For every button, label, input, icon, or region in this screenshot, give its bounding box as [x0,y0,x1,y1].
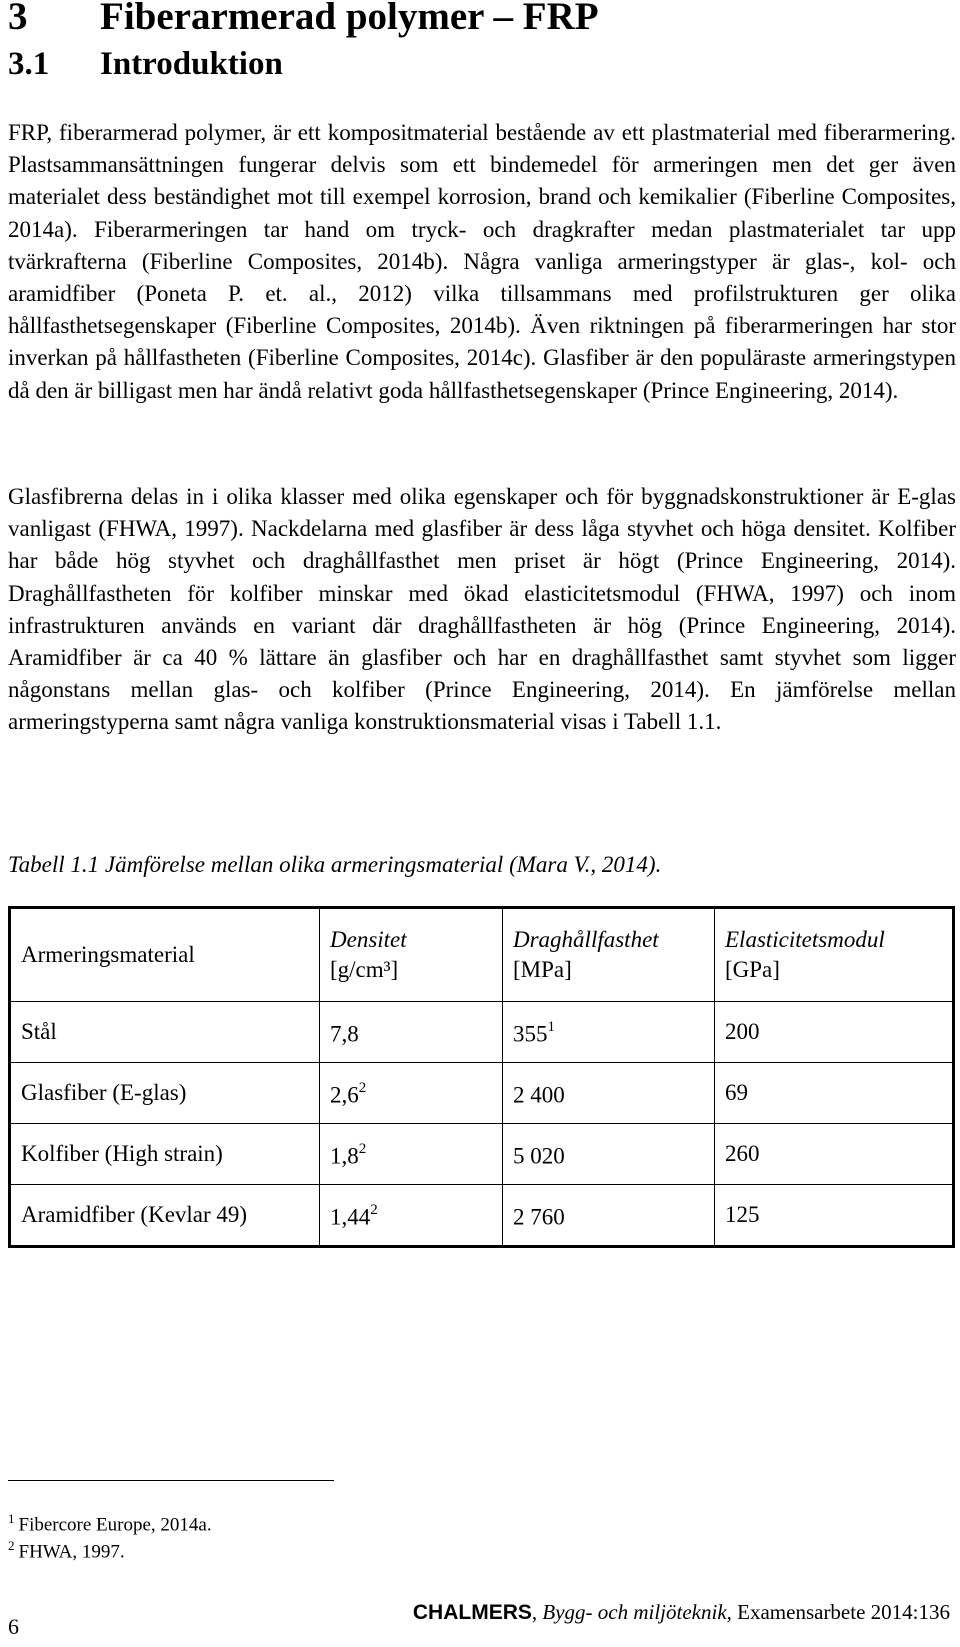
cell-material: Glasfiber (E-glas) [10,1063,320,1124]
header-density-unit: [g/cm³] [330,957,399,982]
cell-tensile [503,1002,715,1063]
table-row [10,1002,954,1063]
cell-tensile [503,1063,715,1124]
paragraph-intro: FRP, fiberarmerad polymer, är ett kompositmaterial bestående av ett plastmaterial med fiberarmering. Plastsammansättningen fungerar delvis som ett bindemedel för armeringen men det ger även materialet dess beständighet mot till exempel korrosion, brand och kemikalier (Fiberline Composites, 2014a). Fiberarmeringen tar hand om tryck- och dragkrafter medan plastmaterialet tar upp tvärkrafterna (Fiberline Composites, 2014b). Några vanliga armeringstyper är glas-, kol- och aramidfiber (Poneta P. et. al., 2012) vilka tillsammans med profilstrukturen ger olika hållfasthetsegenskaper (Fiberline Composites, 2014b). Även riktningen på fiberarmeringen har stor inverkan på hållfastheten (Fiberline Composites, 2014c). Glasfiber är den populäraste armeringstypen då den är billigast men har ändå relativt goda hållfasthetsegenskaper (Prince Engineering, 2014). [8,120,956,403]
section-heading [8,46,283,83]
paragraph-fiber-types: Glasfibrerna delas in i olika klasser med olika egenskaper och för byggnadskonstruktioner är E-glas vanligast (FHWA, 1997). Nackdelarna med glasfiber är dess låga styvhet och höga densitet. Kolfiber har både hög styvhet och draghållfasthet men priset är högt (Prince Engineering, 2014). Draghållfastheten för kolfiber minskar med ökad elasticitetsmodul (FHWA, 1997) och inom infrastrukturen används en variant där draghållfastheten är hög (Prince Engineering, 2014). Aramidfiber är ca 40 % lättare än glasfiber och har en draghållfasthet samt styvhet som ligger någonstans mellan glas- och kolfiber (Prince Engineering, 2014). En jämförelse mellan armeringstyperna samt några vanliga konstruktionsmaterial visas i Tabell 1.1. [8,484,956,735]
chapter-number: 3 [8,0,28,38]
chapter-heading [8,0,599,39]
page-number: 6 [8,1614,19,1639]
header-modulus-unit: [GPa] [725,957,780,982]
section-number: 3.1 [8,46,50,82]
density-footnote-ref: 2 [358,1080,367,1097]
cell-density [320,1063,503,1124]
tensile-value: 2 400 [513,1082,565,1108]
cell-modulus: 200 [715,1002,954,1063]
density-footnote-ref: 2 [370,1202,378,1219]
footnote-mark: 2 [8,1538,15,1553]
table-row [10,1185,954,1247]
page-footer: CHALMERS, Bygg- och miljöteknik, Examensarbete 2014:136 [412,1600,950,1624]
section-title: Introduktion [100,46,283,82]
cell-density [320,1002,503,1063]
comparison-table [8,906,955,1248]
footer-department: Bygg- och miljöteknik [542,1600,727,1624]
header-material [10,908,320,1002]
tensile-value: 5 020 [513,1143,565,1169]
header-modulus-label: Elasticitetsmodul [725,927,885,952]
chapter-title: Fiberarmerad polymer – FRP [100,0,599,38]
header-tensile-label: Draghållfasthet [513,927,659,952]
footnote-2 [8,1538,125,1563]
table-caption: Tabell 1.1 Jämförelse mellan olika armeringsmaterial (Mara V., 2014). [8,852,662,877]
cell-density [320,1185,503,1247]
table-row [10,1124,954,1185]
cell-density [320,1124,503,1185]
header-density [320,908,503,1002]
footnote-divider [8,1480,334,1481]
header-tensile [503,908,715,1002]
header-density-label: Densitet [330,927,407,952]
cell-modulus: 260 [715,1124,954,1185]
footer-report: Examensarbete 2014:136 [737,1600,950,1624]
density-value: 1,44 [330,1204,371,1230]
cell-tensile [503,1185,715,1247]
header-material-label: Armeringsmaterial [21,942,195,967]
cell-material: Stål [10,1002,320,1063]
cell-material: Aramidfiber (Kevlar 49) [10,1185,320,1247]
density-value: 1,8 [330,1143,359,1169]
header-modulus [715,908,954,1002]
tensile-footnote-ref: 1 [547,1019,555,1036]
header-tensile-unit: [MPa] [513,957,572,982]
tensile-value: 2 760 [513,1204,565,1230]
footnote-text: FHWA, 1997. [18,1541,125,1563]
cell-material: Kolfiber (High strain) [10,1124,320,1185]
cell-modulus: 69 [715,1063,954,1124]
footnote-1 [8,1511,212,1536]
table-row [10,1063,954,1124]
tensile-value: 355 [513,1021,548,1047]
footnote-text: Fibercore Europe, 2014a. [18,1514,212,1536]
density-value: 2,6 [330,1082,359,1108]
density-value: 7,8 [330,1021,359,1047]
cell-tensile [503,1124,715,1185]
cell-modulus: 125 [715,1185,954,1247]
table-header-row [10,908,954,1002]
footnote-mark: 1 [8,1511,15,1526]
footer-brand: CHALMERS [412,1601,532,1624]
density-footnote-ref: 2 [358,1141,367,1158]
